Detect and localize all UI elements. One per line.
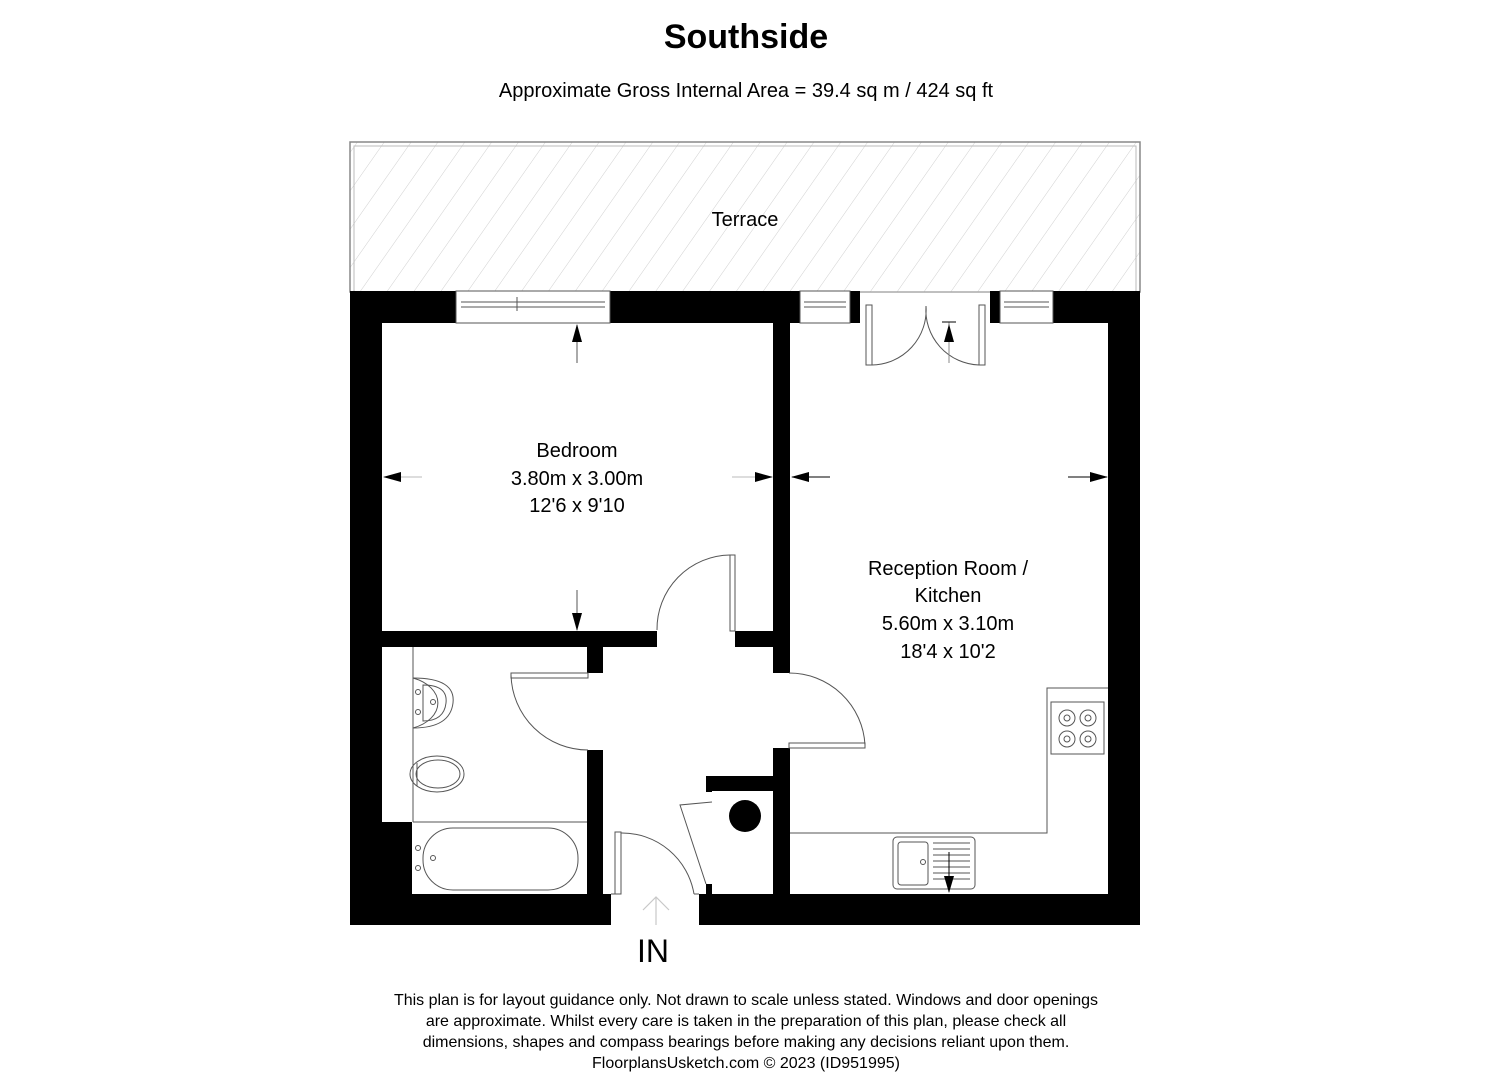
plan-title: Southside: [663, 18, 829, 56]
entrance-door-swing-icon: [611, 832, 699, 894]
hob-icon: [1051, 702, 1104, 754]
reception-metric: 5.60m x 3.10m: [881, 613, 1015, 635]
terrace-label: Terrace: [711, 209, 779, 231]
reception-imperial: 18'4 x 10'2: [900, 641, 996, 663]
cupboard-door-icon: [680, 802, 712, 884]
entrance-arrow-icon: [643, 897, 669, 925]
arrow-icon: [942, 322, 956, 363]
reception-label-group: [868, 558, 1029, 663]
bedroom-imperial: 12'6 x 9'10: [529, 495, 625, 517]
reception-label-line2: Kitchen: [914, 585, 982, 607]
reception-label-line1: Reception Room /: [867, 558, 1029, 580]
disclaimer: [340, 990, 1152, 1074]
gross-internal-area: Approximate Gross Internal Area = 39.4 sq m / 424 sq ft: [498, 80, 994, 102]
kitchen-sink-icon: [893, 837, 975, 889]
copyright: FloorplansUsketch.com © 2023 (ID951995): [592, 1055, 900, 1072]
bedroom-door-swing-icon: [657, 555, 735, 631]
bedroom-metric: 3.80m x 3.00m: [510, 468, 644, 490]
terrace: [350, 142, 1140, 292]
disclaimer-line-2: are approximate. Whilst every care is taken in the preparation of this plan, please check all: [425, 1013, 1067, 1030]
disclaimer-line-3: dimensions, shapes and compass bearings before making any decisions reliant upon them.: [422, 1034, 1070, 1051]
reception-door-swing-icon: [789, 673, 865, 748]
terrace-door-swing-icon: [866, 305, 985, 365]
disclaimer-line-1: This plan is for layout guidance only. Not drawn to scale unless stated. Windows and door openings: [393, 992, 1099, 1009]
toilet-icon: [410, 756, 464, 792]
reception-dimension-arrows: [791, 472, 1108, 482]
bathroom-door-swing-icon: [511, 673, 588, 750]
bedroom-label-group: [511, 440, 643, 517]
entrance-label: IN: [637, 933, 669, 969]
boiler-icon: [729, 800, 761, 832]
bedroom-label: Bedroom: [536, 440, 618, 462]
sink-icon: [413, 678, 453, 728]
bath-icon: [416, 828, 579, 890]
kitchen-counter: [790, 688, 1108, 833]
